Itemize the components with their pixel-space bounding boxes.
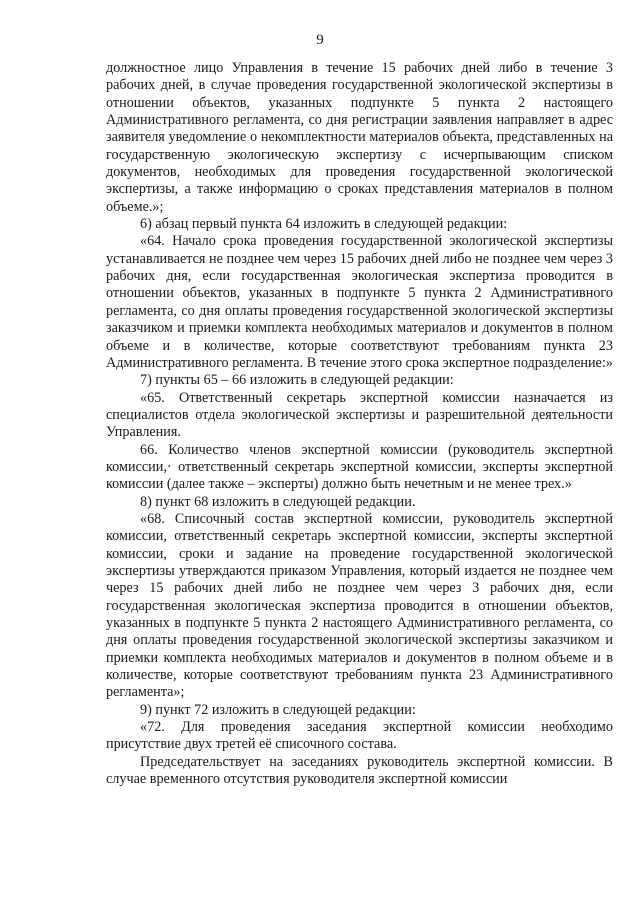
paragraph-11: Председательствует на заседаниях руководитель экспертной комиссии. В случае временного отсутствия руководителя экспертной комиссии: [106, 753, 613, 788]
paragraph-6: 66. Количество членов экспертной комиссии (руководитель экспертной комиссии,· ответственный секретарь экспертной комиссии, эксперты экспертной комиссии (далее также – эксперты) должно быть нечетным и не менее трех.»: [106, 441, 613, 493]
paragraph-1: должностное лицо Управления в течение 15 рабочих дней либо в течение 3 рабочих дней, в случае проведения государственной экологической экспертизы в отношении объектов, указанных подпункте 5 пункта 2 настоящего Административного регламента, со дня регистрации заявления направляет в адрес заявителя уведомление о некомплектности материалов объекта, представленных на государственную экологическую экспертизу с исчерпывающим списком документов, необходимых для проведения государственной экологической экспертизы, а также информацию о сроках представления материалов в полном объеме.»;: [106, 60, 613, 215]
paragraph-9: 9) пункт 72 изложить в следующей редакции:: [140, 701, 416, 718]
paragraph-2: 6) абзац первый пункта 64 изложить в следующей редакции:: [140, 216, 508, 233]
paragraph-10: «72. Для проведения заседания экспертной комиссии необходимо присутствие двух третей её списочного состава.: [106, 719, 613, 753]
paragraph-5: «65. Ответственный секретарь экспертной комиссии назначается из специалистов отдела экологической экспертизы и разрешительной деятельности Управления.: [106, 389, 613, 441]
paragraph-3: «64. Начало срока проведения государственной экологической экспертизы устанавливается не позднее чем через 15 рабочих дней либо не позднее чем через 3 рабочих дня, если государственная экологическая экспертиза проводится в отношении объектов, указанных в подпункте 5 пункта 2 Административного регламента, со дня оплаты проведения государственной экологической экспертизы заказчиком и приемки комплекта необходимых материалов и документов в полном объеме и в количестве, которые соответствуют требованиям пункта 23 Административного регламента. В течение этого срока экспертное подразделение:»: [106, 233, 613, 371]
paragraph-4: 7) пункты 65 – 66 изложить в следующей редакции:: [140, 372, 454, 389]
document-body: [106, 60, 613, 788]
page-number: 9: [316, 32, 324, 48]
paragraph-8: «68. Списочный состав экспертной комиссии, руководитель экспертной комиссии, ответственный секретарь экспертной комиссии, эксперты экспертной комиссии, сроки и задание на проведение государственной экологической экспертизы утверждаются приказом Управления, который издается не позднее чем через 15 рабочих дней либо не позднее чем через 3 рабочих дня, если государственная экологическая экспертиза проводится в отношении объектов, указанных в подпункте 5 пункта 2 настоящего Административного регламента, со дня оплаты проведения государственной экологической экспертизы заказчиком и приемки комплекта необходимых материалов и документов в полном объеме и в количестве, которые соответствуют требованиям пункта 23 Административного регламента»;: [106, 510, 613, 701]
paragraph-7: 8) пункт 68 изложить в следующей редакции.: [140, 493, 416, 510]
